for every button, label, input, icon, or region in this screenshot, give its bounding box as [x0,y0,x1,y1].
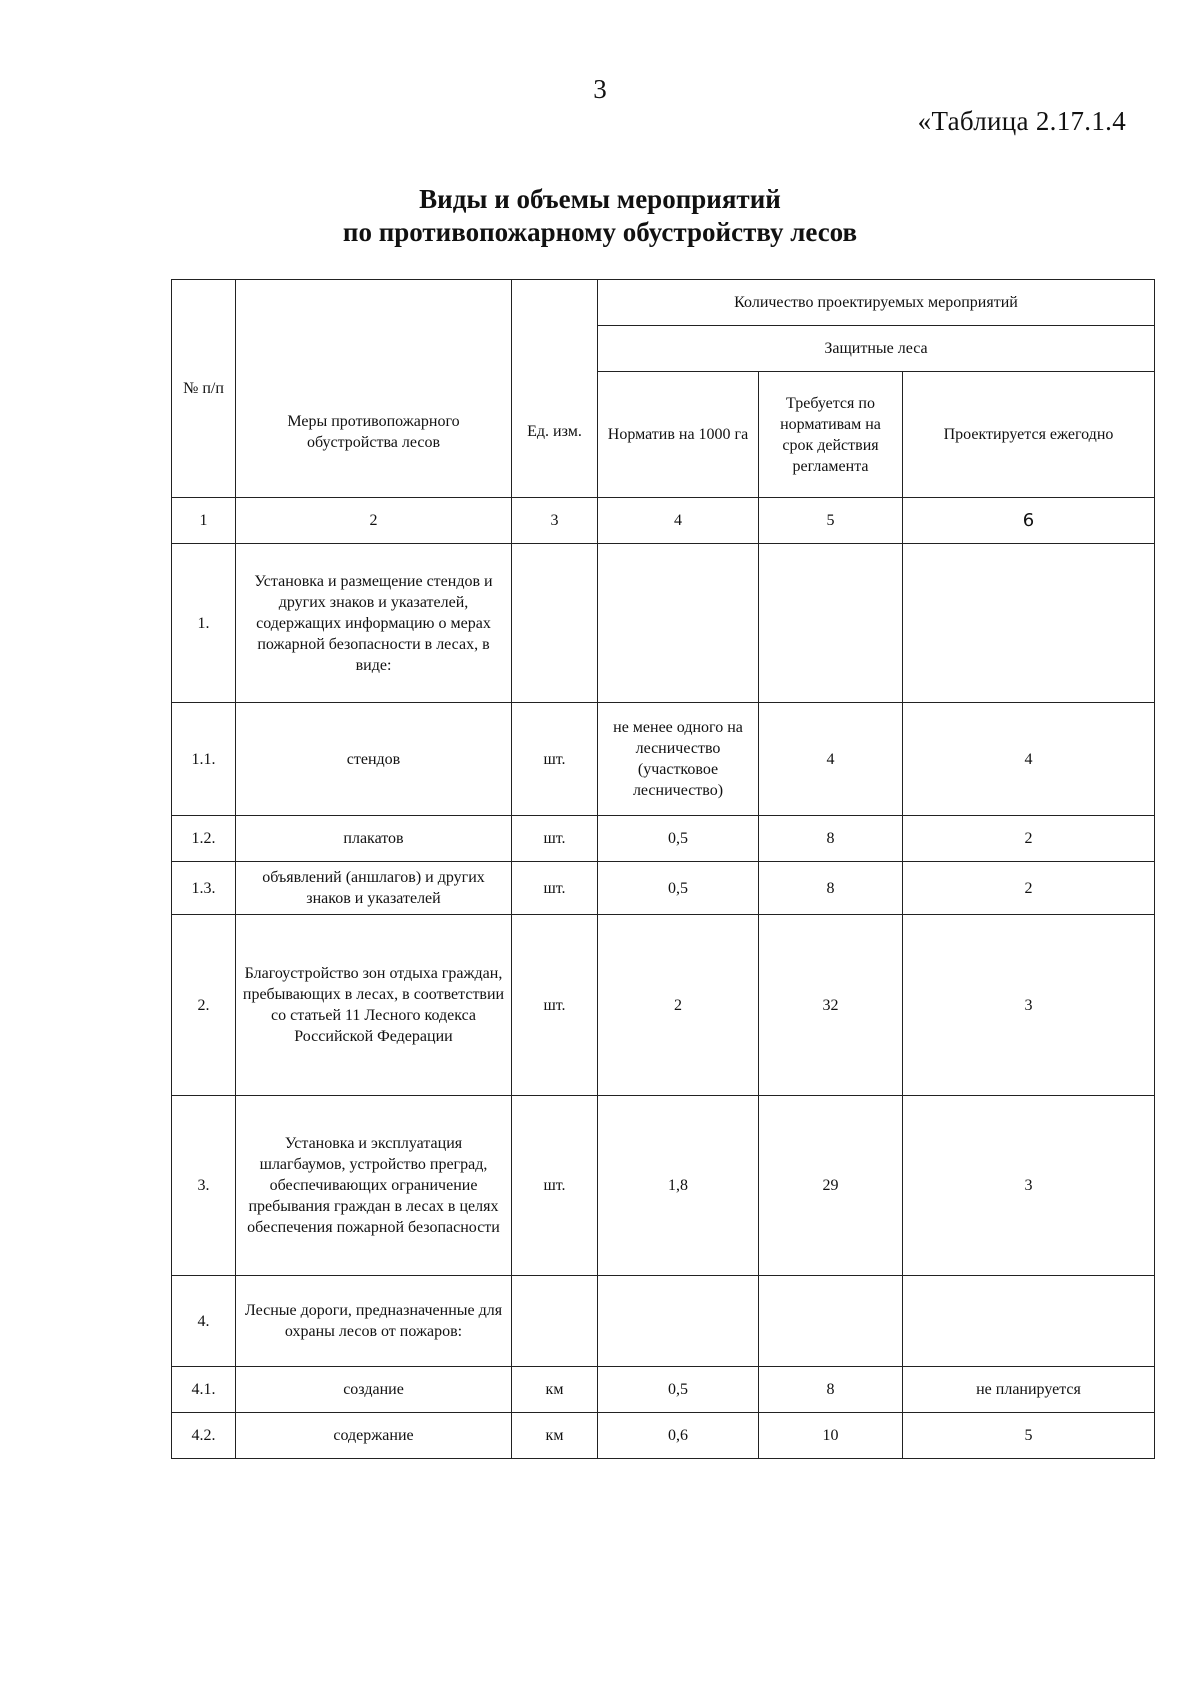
table-row [172,1096,1155,1276]
measures-table [171,279,1155,1459]
row-planned [903,544,1155,703]
row-unit: шт. [512,915,598,1096]
column-number: 4 [598,498,759,544]
row-required: 4 [759,703,903,816]
row-norm [598,1276,759,1367]
row-norm: 1,8 [598,1096,759,1276]
table-row [172,1413,1155,1459]
column-number: 2 [236,498,512,544]
header-norm: Норматив на 1000 га [598,372,759,498]
row-planned: не планируется [903,1367,1155,1413]
row-norm: не менее одного на лесничество (участковое лесничество) [598,703,759,816]
row-planned: 3 [903,915,1155,1096]
row-required: 10 [759,1413,903,1459]
row-unit: шт. [512,703,598,816]
table-row [172,915,1155,1096]
row-required: 8 [759,1367,903,1413]
row-unit: км [512,1413,598,1459]
row-planned: 5 [903,1413,1155,1459]
row-unit [512,1276,598,1367]
row-num: 1. [172,544,236,703]
row-unit [512,544,598,703]
table-reference: «Таблица 2.17.1.4 [917,106,1126,136]
row-required: 8 [759,816,903,862]
row-norm: 0,5 [598,816,759,862]
table-row [172,1276,1155,1367]
row-num: 1.1. [172,703,236,816]
row-unit: шт. [512,816,598,862]
document-title [0,183,1200,249]
column-number-row [172,498,1155,544]
table-row [172,862,1155,915]
row-measure: создание [236,1367,512,1413]
header-required: Требуется по нормативам на срок действия регламента [759,372,903,498]
document-title-line-1: Виды и объемы мероприятий [419,184,781,214]
row-num: 1.3. [172,862,236,915]
row-num: 4. [172,1276,236,1367]
page-number: 3 [593,74,607,104]
column-number: 3 [512,498,598,544]
column-number: 6 [903,498,1155,544]
row-required [759,1276,903,1367]
row-norm: 0,5 [598,1367,759,1413]
row-num: 1.2. [172,816,236,862]
document-title-line-2: по противопожарному обустройству лесов [342,217,858,247]
row-measure: стендов [236,703,512,816]
header-protective-forests: Защитные леса [598,326,1155,372]
table-row [172,1367,1155,1413]
row-num: 2. [172,915,236,1096]
row-norm [598,544,759,703]
row-norm: 0,6 [598,1413,759,1459]
header-planned: Проектируется ежегодно [903,372,1155,498]
table-row [172,816,1155,862]
row-norm: 2 [598,915,759,1096]
row-planned: 2 [903,816,1155,862]
row-measure: Благоустройство зон отдыха граждан, пребывающих в лесах, в соответствии со статьей 11 Лесного кодекса Российской Федерации [236,915,512,1096]
row-measure: Лесные дороги, предназначенные для охраны лесов от пожаров: [236,1276,512,1367]
row-measure: Установка и размещение стендов и других знаков и указателей, содержащих информацию о мерах пожарной безопасности в лесах, в виде: [236,544,512,703]
header-row-1 [172,280,1155,326]
header-quantity-group: Количество проектируемых мероприятий [598,280,1155,326]
row-num: 4.2. [172,1413,236,1459]
row-unit: шт. [512,862,598,915]
row-measure: Установка и эксплуатация шлагбаумов, устройство преград, обеспечивающих ограничение пребывания граждан в лесах в целях обеспечения пожарной безопасности [236,1096,512,1276]
row-planned: 4 [903,703,1155,816]
row-measure: плакатов [236,816,512,862]
row-required: 29 [759,1096,903,1276]
table-row [172,544,1155,703]
row-unit: шт. [512,1096,598,1276]
row-planned: 3 [903,1096,1155,1276]
row-planned: 2 [903,862,1155,915]
row-num: 4.1. [172,1367,236,1413]
column-number: 1 [172,498,236,544]
table-row [172,703,1155,816]
row-planned [903,1276,1155,1367]
header-unit: Ед. изм. [512,280,598,498]
row-norm: 0,5 [598,862,759,915]
header-num: № п/п [172,280,236,498]
row-required: 32 [759,915,903,1096]
row-unit: км [512,1367,598,1413]
row-measure: содержание [236,1413,512,1459]
row-required: 8 [759,862,903,915]
header-measures: Меры противопожарного обустройства лесов [236,280,512,498]
column-number: 5 [759,498,903,544]
row-measure: объявлений (аншлагов) и других знаков и указателей [236,862,512,915]
row-num: 3. [172,1096,236,1276]
row-required [759,544,903,703]
